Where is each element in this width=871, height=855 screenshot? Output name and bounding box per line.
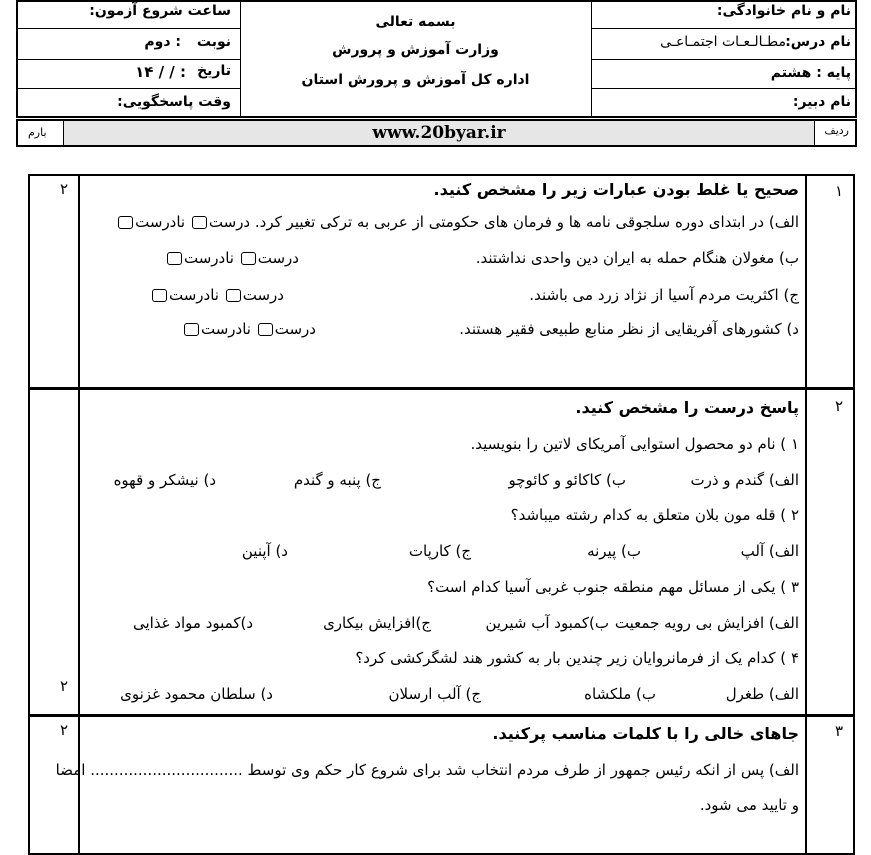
grade-label: پایه : هشتم [770, 65, 851, 81]
q1-item-d-true-label: درست [274, 320, 316, 338]
question-2-number: ۲ [834, 397, 843, 415]
q2-sub1-option-d[interactable]: د) نیشکر و قهوه [113, 471, 216, 489]
q1-item-a-true-checkbox[interactable] [192, 216, 207, 229]
q2-sub3-option-a[interactable]: الف) افزایش بی رویه جمعیت [614, 614, 799, 632]
q2-sub2-question: ۲ ) قله مون بلان متعلق به کدام رشته میباشد؟ [510, 506, 799, 524]
q1-item-c-true-label: درست [242, 286, 284, 304]
date-label: تاریخ [197, 63, 231, 79]
q1-item-d-true-checkbox[interactable] [258, 323, 273, 336]
q1-item-c-options [150, 286, 284, 304]
q1-item-a-text: الف) در ابتدای دوره سلجوقی نامه ها و فرمان های حکومتی از عربی به ترکی تغییر کرد. [254, 213, 799, 231]
q2-sub4-option-c[interactable]: ج) آلب ارسلان [388, 685, 481, 703]
q2-sub2-option-d[interactable]: د) آپنین [241, 542, 288, 560]
q2-sub1-option-a[interactable]: الف) گندم و ذرت [690, 471, 799, 489]
q2-sub3-option-d[interactable]: د)کمبود مواد غذایی [132, 614, 253, 632]
family-name-label: نام و نام خانوادگی: [716, 3, 851, 19]
q2-sub2-option-b[interactable]: ب) پیرنه [587, 542, 641, 560]
q2-sub4-option-d[interactable]: د) سلطان محمود غزنوی [120, 685, 273, 703]
q1-item-c-false-label: نادرست [169, 286, 219, 304]
q2-sub1-option-c[interactable]: ج) پنبه و گندم [293, 471, 381, 489]
question-3-title: جاهای خالی را با کلمات مناسب پرکنید. [492, 724, 799, 743]
q1-item-a [116, 213, 799, 231]
q1-item-b-true-checkbox[interactable] [241, 252, 256, 265]
q1-item-b-false-label: نادرست [184, 249, 234, 267]
q1-item-b-false-checkbox[interactable] [167, 252, 182, 265]
question-1-title: صحیح یا غلط بودن عبارات زیر را مشخص کنید. [433, 180, 799, 199]
header-department: اداره کل آموزش و پرورش استان [301, 72, 530, 88]
question-1-number: ۱ [834, 182, 843, 200]
q1-item-c-false-checkbox[interactable] [152, 289, 167, 302]
answer-time-label: وقت پاسخگویی: [117, 94, 231, 110]
q1-item-d-false-label: نادرست [201, 320, 251, 338]
q1-item-a-true-label: درست [208, 213, 251, 231]
q2-sub2-option-a[interactable]: الف) آلپ [740, 542, 799, 560]
q1-item-b-text: ب) مغولان هنگام حمله به ایران دین واحدی نداشتند. [475, 249, 799, 267]
q1-item-a-false-checkbox[interactable] [118, 216, 133, 229]
q1-item-d-false-checkbox[interactable] [184, 323, 199, 336]
q1-item-b-true-label: درست [257, 249, 299, 267]
q2-sub4-question: ۴ ) کدام یک از فرمانروایان زیر چندین بار به کشور هند لشگرکشی کرد؟ [355, 649, 799, 667]
q1-item-d-options [182, 320, 316, 338]
score-column-label: بارم [28, 126, 47, 139]
q2-sub3-option-c[interactable]: ج)افزایش بیکاری [323, 614, 431, 632]
q1-item-d-text: د) کشورهای آفریقایی از نظر منابع طبیعی فقیر هستند. [459, 320, 799, 338]
header-ministry: وزارت آموزش و پرورش [332, 42, 499, 58]
turn-value: : دوم [144, 34, 181, 50]
q2-sub3-question: ۳ ) یکی از مسائل مهم منطقه جنوب غربی آسیا کدام است؟ [427, 578, 799, 596]
question-2-score: ۲ [60, 677, 69, 695]
q1-item-c-text: ج) اکثریت مردم آسیا از نژاد زرد می باشند. [529, 286, 799, 304]
q2-sub1-option-b[interactable]: ب) کاکائو و کائوچو [508, 471, 626, 489]
header-bismillah: بسمه تعالی [375, 14, 456, 30]
question-1-frame [28, 174, 855, 389]
q2-sub1-question: ۱ ) نام دو محصول استوایی آمریکای لاتین را بنویسید. [470, 435, 799, 453]
question-3-number: ۳ [834, 722, 843, 740]
q2-sub4-option-b[interactable]: ب) ملکشاه [584, 685, 656, 703]
q1-item-c-true-checkbox[interactable] [226, 289, 241, 302]
turn-label: نوبت [196, 34, 231, 50]
question-3-score: ۲ [60, 721, 69, 739]
course-label: نام درس: [785, 34, 851, 50]
q2-sub3-option-b[interactable]: ب)کمبود آب شیرین [485, 614, 609, 632]
teacher-label: نام دبیر: [792, 94, 851, 110]
course-value: مطـالـعـات اجتمـاعـی [660, 34, 786, 50]
row-column-label: ردیف [824, 124, 849, 137]
q3-item-a-line1: الف) پس از انکه رئیس جمهور از طرف مردم انتخاب شد برای شروع کار حکم وی توسط ................................ امضا [55, 761, 799, 779]
q2-sub4-option-a[interactable]: الف) طغرل [725, 685, 799, 703]
start-time-label: ساعت شروع آزمون: [89, 3, 231, 19]
website-watermark: www.20byar.ir [372, 123, 506, 143]
q1-item-b-options [165, 249, 299, 267]
question-1-score: ۲ [60, 180, 69, 198]
q1-item-a-false-label: نادرست [135, 213, 186, 231]
question-2-title: پاسخ درست را مشخص کنید. [575, 398, 799, 417]
date-value: : / / ۱۴ [135, 63, 186, 81]
q3-item-a-line2: و تایید می شود. [699, 796, 799, 814]
q2-sub2-option-c[interactable]: ج) کارپات [408, 542, 471, 560]
